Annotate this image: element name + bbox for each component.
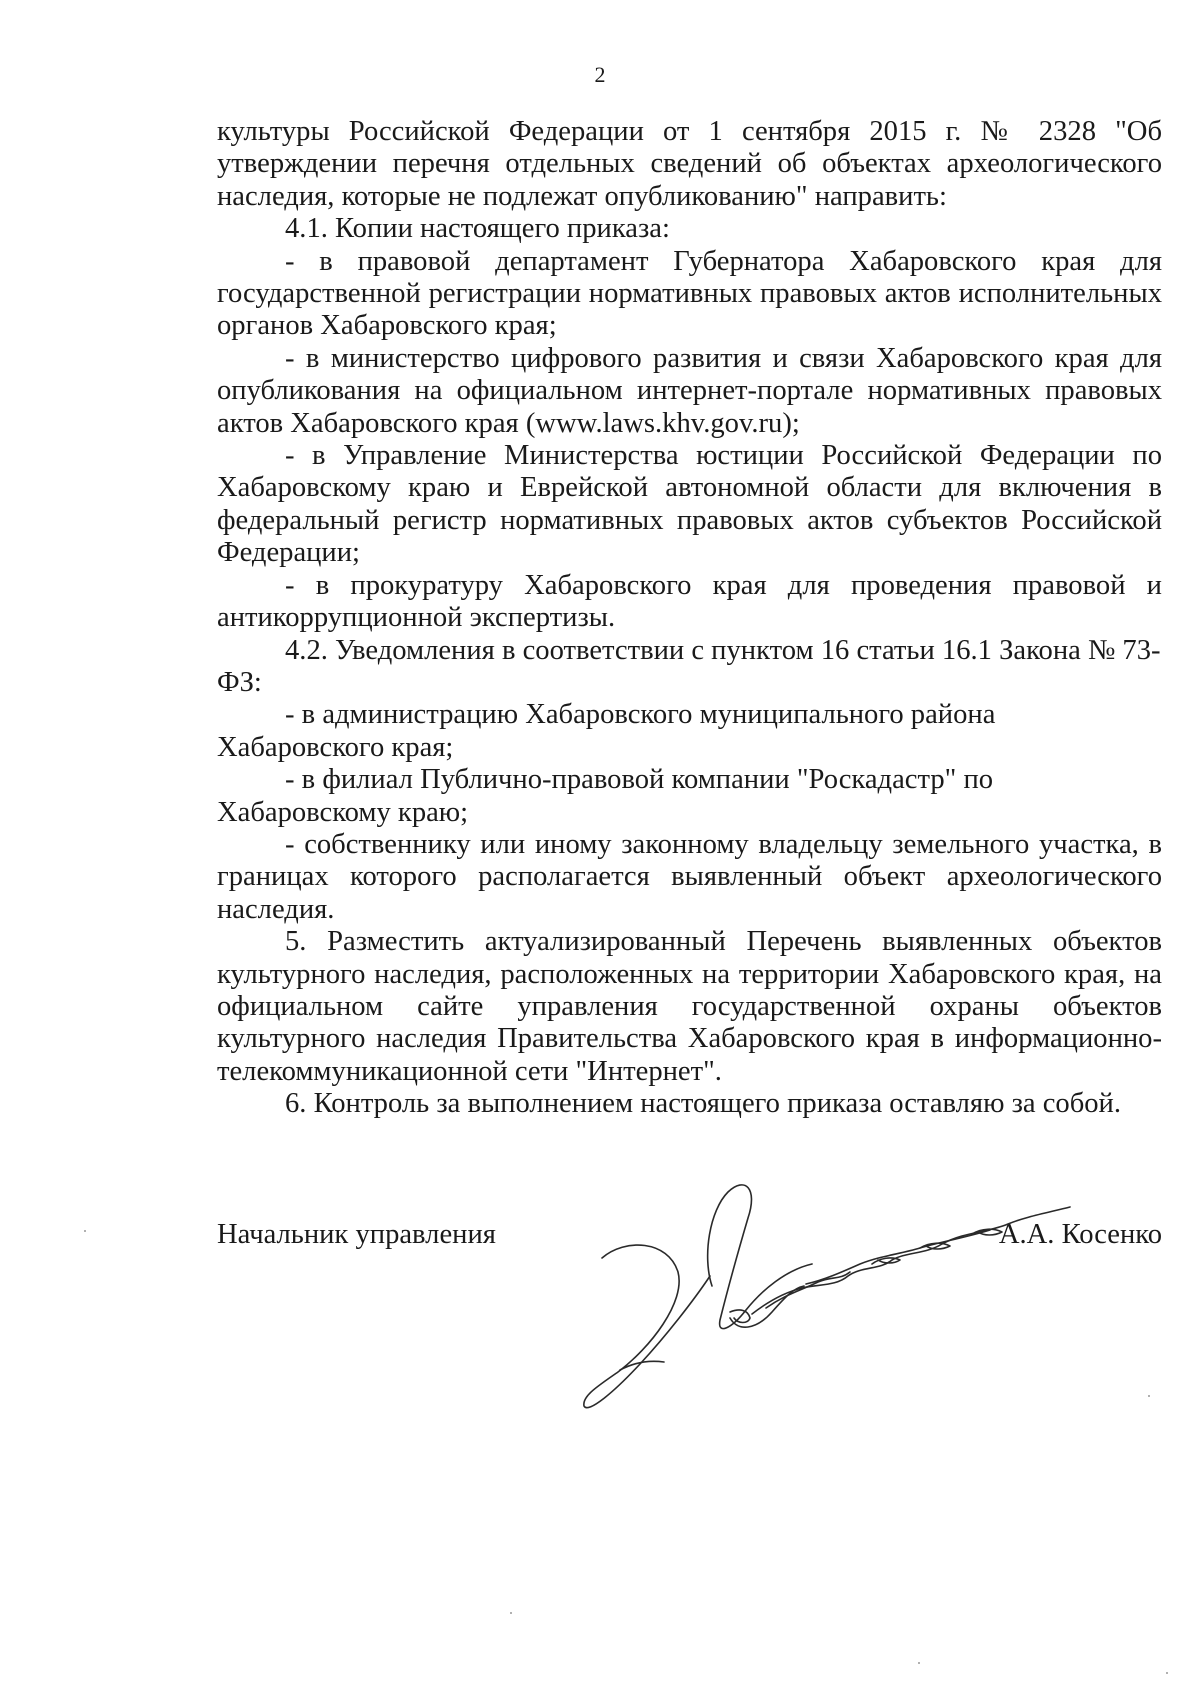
document-body	[217, 116, 1162, 1121]
scan-speck	[1166, 1672, 1168, 1674]
list-item-digital-ministry: - в министерство цифрового развития и связи Хабаровского края для опубликования на официальном интернет-портале нормативных правовых актов Хабаровского края (www.laws.khv.gov.ru);	[217, 342, 1162, 439]
page-number: 2	[594, 62, 606, 87]
paragraph-intro: культуры Российской Федерации от 1 сентября 2015 г. № 2328 "Об утверждении перечня отдельных сведений об объектах археологического наследия, которые не подлежат опубликованию" направить:	[217, 116, 1162, 212]
list-item-justice-ministry: - в Управление Министерства юстиции Российской Федерации по Хабаровскому краю и Еврейской автономной области для включения в федеральный регистр нормативных правовых актов субъектов Российской Федерации;	[217, 440, 1162, 569]
paragraph-4-1: 4.1. Копии настоящего приказа:	[285, 213, 670, 245]
list-item-prosecutor: - в прокуратуру Хабаровского края для проведения правовой и антикоррупционной экспертизы.	[217, 569, 1162, 634]
scan-speck	[510, 1612, 512, 1614]
list-item-district-administration: - в администрацию Хабаровского муниципального района Хабаровского края;	[217, 699, 996, 763]
paragraph-5: 5. Разместить актуализированный Перечень выявленных объектов культурного наследия, расположенных на территории Хабаровского края, на официальном сайте управления государственной охраны объектов культурного наследия Правительства Хабаровского края в информационно-телекоммуникационной сети "Интернет".	[217, 926, 1162, 1087]
paragraph-4-2: 4.2. Уведомления в соответствии с пунктом 16 статьи 16.1 Закона № 73-ФЗ:	[217, 634, 1161, 698]
list-item-roskadastr: - в филиал Публично-правовой компании "Роскадастр" по Хабаровскому краю;	[217, 764, 994, 828]
signatory-position: Начальник управления	[217, 1219, 496, 1250]
scan-speck	[918, 1662, 920, 1664]
list-item-legal-department: - в правовой департамент Губернатора Хабаровского края для государственной регистрации нормативных правовых актов исполнительных органов Хабаровского края;	[217, 245, 1162, 342]
scan-speck	[1148, 1395, 1150, 1397]
handwritten-signature	[580, 1160, 1100, 1420]
paragraph-6: 6. Контроль за выполнением настоящего приказа оставляю за собой.	[285, 1088, 1122, 1120]
signatory-name: А.А. Косенко	[998, 1219, 1162, 1250]
scan-speck	[84, 1230, 86, 1232]
list-item-land-owner: - собственнику или иному законному владельцу земельного участка, в границах которого располагается выявленный объект археологического наследия.	[217, 828, 1162, 925]
